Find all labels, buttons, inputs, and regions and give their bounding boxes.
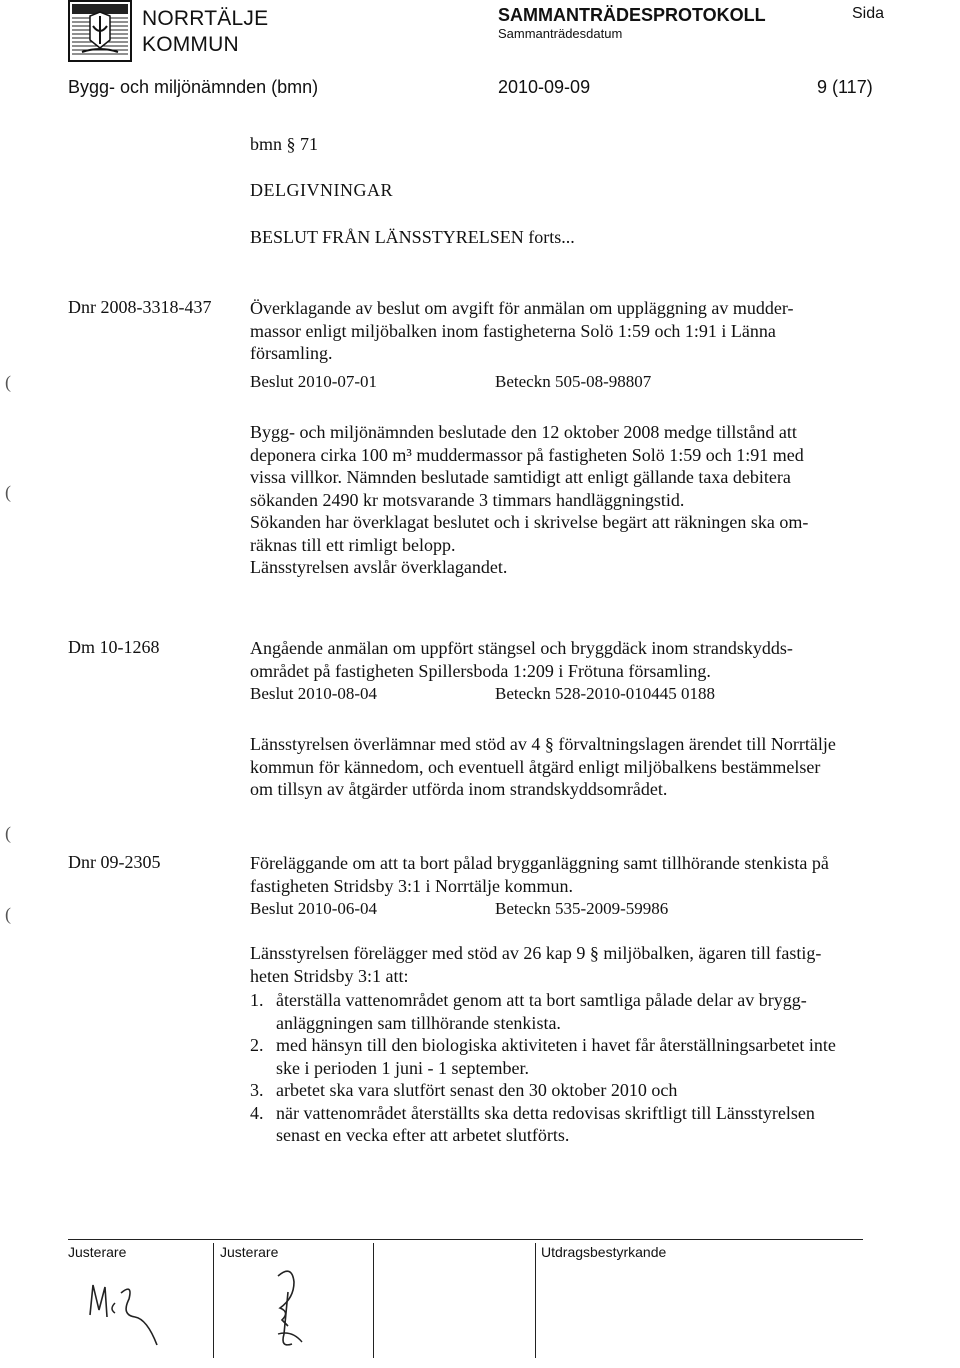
case-subject-line: församling. [250,343,333,363]
case-body [250,942,821,987]
case-subject [250,637,793,682]
scan-margin-mark: ( [5,482,11,502]
requirements-list [250,989,836,1147]
scan-margin-mark: ( [5,372,11,392]
case-dnr: Dnr 09-2305 [68,852,161,872]
list-item [250,1034,836,1079]
document-subtitle: Sammanträdesdatum [498,26,623,41]
list-item [250,1102,836,1147]
list-item [250,989,836,1034]
municipality-logo [68,0,136,62]
utdragsbestyrkande-label: Utdragsbestyrkande [541,1244,667,1260]
case-body-line: Länsstyrelsen överlämnar med stöd av 4 § förvaltningslagen ärendet till Norrtälje [250,734,836,754]
case-subject [250,297,793,365]
case-body-line: deponera cirka 100 m³ muddermassor på fastigheten Solö 1:59 och 1:91 med [250,444,804,465]
case-body-line: om tillsyn av åtgärder utförda inom strandskyddsområdet. [250,779,668,799]
justerare-label: Justerare [68,1244,127,1260]
list-item-number: 3. [250,1080,264,1100]
case-subject [250,852,829,897]
signature-2 [250,1262,330,1367]
organization-name: NORRTÄLJE KOMMUN [142,7,269,56]
committee-name: Bygg- och miljönämnden (bmn) [68,77,319,97]
case-body [250,733,836,801]
meeting-date: 2010-09-09 [498,77,591,97]
justerare-label: Justerare [220,1244,279,1260]
document-title: SAMMANTRÄDESPROTOKOLL [498,5,766,25]
case-beteckn: Beteckn 535-2009-59986 [495,899,669,918]
case-subject-line: massor enligt miljöbalken inom fastigheterna Solö 1:59 och 1:91 i Länna [250,320,776,341]
case-beteckn: Beteckn 528-2010-010445 0188 [495,684,716,703]
case-subject-line: Angående anmälan om uppfört stängsel och bryggdäck inom strandskydds- [250,638,793,658]
case-beslut: Beslut 2010-06-04 [250,899,378,918]
scan-margin-mark: ( [5,823,11,843]
case-body-line: vissa villkor. Nämnden beslutade samtidigt att enligt gällande taxa debitera [250,467,791,487]
case-beslut: Beslut 2010-08-04 [250,684,378,703]
signature-1 [85,1275,195,1355]
scan-margin-mark: ( [5,904,11,924]
case-body [250,421,808,579]
list-item-line: senast en vecka efter att arbetet slutförts. [276,1125,570,1145]
list-item-number: 4. [250,1102,264,1123]
case-beteckn: Beteckn 505-08-98807 [495,372,652,391]
page-number: 9 (117) [817,77,873,97]
list-item-line: när vattenområdet återställts ska detta redovisas skriftligt till Länsstyrelsen [276,1102,815,1123]
case-body-line: Länsstyrelsen förelägger med stöd av 26 kap 9 § miljöbalken, ägaren till fastig- [250,943,822,963]
list-item-line: ske i perioden 1 juni - 1 september. [276,1057,529,1078]
list-item [250,1079,836,1102]
paragraph-ref: bmn § 71 [250,134,319,154]
case-dnr: Dnr 2008-3318-437 [68,297,212,317]
list-item-line: anläggningen sam tillhörande stenkista. [276,1012,561,1033]
list-item-line: med hänsyn till den biologiska aktiviteten i havet får återställningsarbetet inte [276,1035,836,1055]
case-body-line: räknas till ett rimligt belopp. [250,534,456,555]
case-subject-line: fastigheten Stridsby 3:1 i Norrtälje kommun. [250,875,573,896]
footer-divider [535,1243,536,1358]
case-body-line: Sökanden har överklagat beslutet och i skrivelse begärt att räkningen ska om- [250,512,809,532]
case-body-line: Länsstyrelsen avslår överklagandet. [250,557,508,577]
section-heading: DELGIVNINGAR [250,180,393,200]
list-item-line: arbetet ska vara slutfört senast den 30 oktober 2010 och [276,1080,678,1100]
case-subject-line: området på fastigheten Spillersboda 1:209 i Frötuna församling. [250,660,711,681]
case-subject-line: Föreläggande om att ta bort pålad brygganläggning samt tillhörande stenkista på [250,853,829,873]
section-subheading: BESLUT FRÅN LÄNSSTYRELSEN forts... [250,227,575,247]
list-item-line: återställa vattenområdet genom att ta bort samtliga pålade delar av brygg- [276,990,807,1010]
list-item-number: 1. [250,990,264,1010]
case-beslut: Beslut 2010-07-01 [250,372,378,391]
footer-divider [213,1243,214,1358]
case-body-line: Bygg- och miljönämnden beslutade den 12 oktober 2008 medge tillstånd att [250,422,797,442]
list-item-number: 2. [250,1035,264,1055]
case-body-line: heten Stridsby 3:1 att: [250,965,409,986]
case-subject-line: Överklagande av beslut om avgift för anmälan om uppläggning av mudder- [250,298,794,318]
page-label: Sida [852,5,885,22]
case-dnr: Dm 10-1268 [68,637,160,657]
case-body-line: sökanden 2490 kr motsvarande 3 timmars handläggningstid. [250,489,685,510]
footer-divider [373,1243,374,1358]
case-body-line: kommun för kännedom, och eventuell åtgärd enligt miljöbalkens bestämmelser [250,756,821,777]
footer-rule [68,1239,863,1240]
